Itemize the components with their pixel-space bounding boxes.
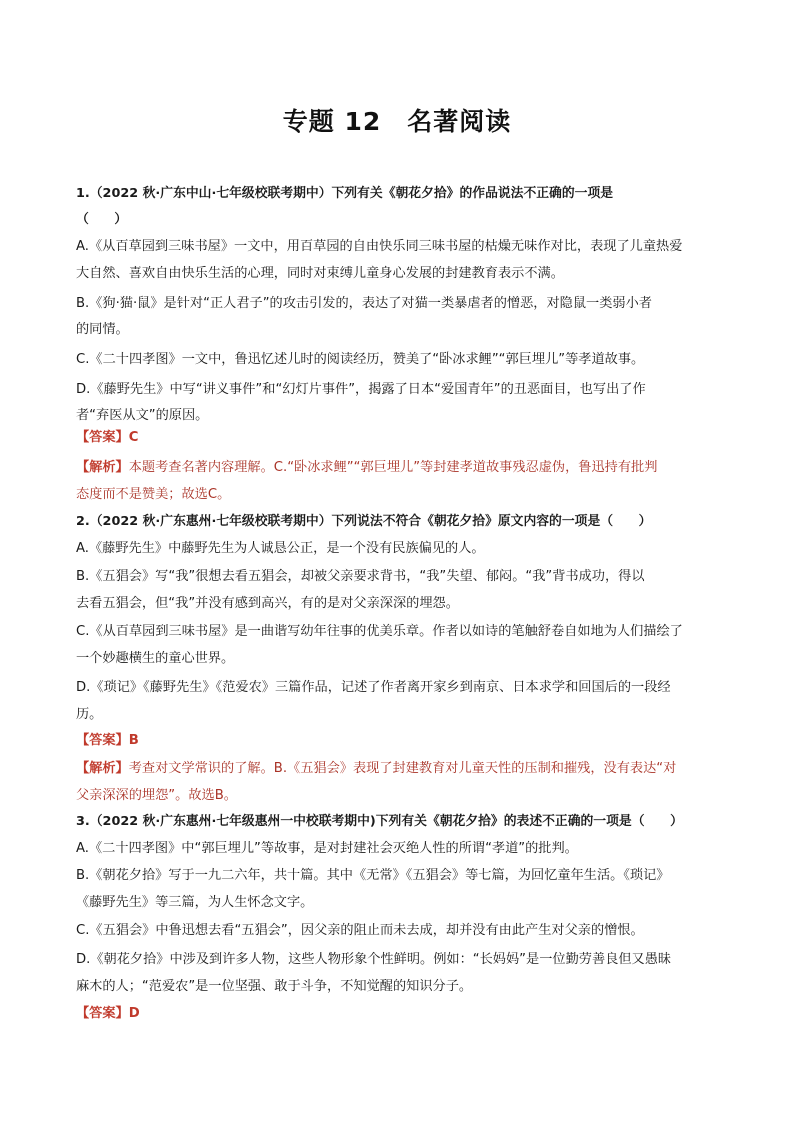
question-1-option-b-line-2: 的同情。 [76, 322, 129, 337]
question-1-option-b-line-1: B.《狗·猫·鼠》是针对“正人君子”的攻击引发的，表达了对猫一类暴虐者的憎恶，对隐鼠一类弱小者 [76, 296, 652, 311]
question-2-option-c-line-2: 一个妙趣横生的童心世界。 [76, 651, 235, 666]
question-2-option-a-line-1: A.《藤野先生》中藤野先生为人诚恳公正，是一个没有民族偏见的人。 [76, 541, 485, 556]
question-1-option-a-line-1: A.《从百草园到三味书屋》一文中，用百草园的自由快乐同三味书屋的枯燥无味作对比，表现了儿童热爱 [76, 239, 683, 254]
question-1-analysis-line-2: 态度而不是赞美；故选C。 [76, 487, 231, 502]
question-3-option-d-line-1: D.《朝花夕拾》中涉及到许多人物，这些人物形象个性鲜明。例如：“长妈妈”是一位勤劳善良但又愚昧 [76, 952, 672, 967]
question-2-stem-line-1: 2.（2022 秋·广东惠州·七年级校联考期中）下列说法不符合《朝花夕拾》原文内容的一项是（ ） [76, 514, 652, 529]
question-1-analysis-line-1 [76, 459, 726, 477]
answer-label: 【答案】 [76, 430, 129, 445]
question-3-stem-line-1: 3.（2022 秋·广东惠州·七年级惠州一中校联考期中)下列有关《朝花夕拾》的表述不正确的一项是（ ） [76, 814, 683, 829]
question-2-analysis-line-2: 父亲深深的埋怨”。故选B。 [76, 788, 237, 803]
question-1-answer [76, 429, 726, 447]
question-1-option-c-line-1: C.《二十四孝图》一文中，鲁迅忆述儿时的阅读经历，赞美了“卧冰求鲤”“郭巨埋儿”等孝道故事。 [76, 352, 645, 367]
question-2-analysis-line-1 [76, 760, 726, 778]
question-2-option-d-line-2: 历。 [76, 707, 103, 722]
page-title: 专题 12 名著阅读 [282, 107, 512, 136]
question-2-option-b-line-2: 去看五猖会，但“我”并没有感到高兴，有的是对父亲深深的埋怨。 [76, 596, 459, 611]
question-1-option-a-line-2: 大自然、喜欢自由快乐生活的心理，同时对束缚儿童身心发展的封建教育表示不满。 [76, 266, 564, 281]
answer-label: 【答案】 [76, 733, 129, 748]
question-2-option-b-line-1: B.《五猖会》写“我”很想去看五猖会，却被父亲要求背书，“我”失望、郁闷。“我”背书成功，得以 [76, 569, 645, 584]
question-3-option-d-line-2: 麻木的人；“范爱农”是一位坚强、敢于斗争，不知觉醒的知识分子。 [76, 979, 473, 994]
question-1-stem-line-1: 1.（2022 秋·广东中山·七年级校联考期中）下列有关《朝花夕拾》的作品说法不正确的一项是 [76, 186, 614, 201]
question-1-stem-line-2: （ ） [76, 212, 128, 227]
question-2-option-c-line-1: C.《从百草园到三味书屋》是一曲谐写幼年往事的优美乐章。作者以如诗的笔触舒卷自如地为人们描绘了 [76, 624, 683, 639]
question-3-option-b-line-2: 《藤野先生》等三篇，为人生怀念文字。 [76, 895, 314, 910]
question-1-option-d-line-2: 者“弃医从文”的原因。 [76, 408, 209, 423]
question-1-option-d-line-1: D.《藤野先生》中写“讲义事件”和“幻灯片事件”，揭露了日本“爱国青年”的丑恶面目，也写出了作 [76, 382, 646, 397]
answer-value: C [128, 430, 139, 445]
question-3-option-b-line-1: B.《朝花夕拾》写于一九二六年，共十篇。其中《无常》《五猖会》等七篇，为回忆童年生活。《琐记》 [76, 868, 670, 883]
analysis-label: 【解析】 [76, 761, 129, 776]
answer-label: 【答案】 [76, 1006, 129, 1021]
question-2-option-d-line-1: D.《琐记》《藤野先生》《范爱农》三篇作品，记述了作者离开家乡到南京、日本求学和回国后的一段经 [76, 680, 671, 695]
question-3-answer [76, 1005, 726, 1023]
answer-value: D [128, 1006, 140, 1021]
answer-value: B [128, 733, 139, 748]
question-3-option-c-line-1: C.《五猖会》中鲁迅想去看“五猖会”，因父亲的阻止而未去成，却并没有由此产生对父亲的憎恨。 [76, 923, 644, 938]
question-2-answer [76, 732, 726, 750]
question-3-option-a-line-1: A.《二十四孝图》中“郭巨埋儿”等故事，是对封建社会灭绝人性的所谓“孝道”的批判。 [76, 841, 578, 856]
analysis-label: 【解析】 [76, 460, 129, 475]
analysis-text: 考查对文学常识的了解。B.《五猖会》表现了封建教育对儿童天性的压制和摧残，没有表达“对 [128, 761, 677, 776]
analysis-text: 本题考查名著内容理解。C.“卧冰求鲤”“郭巨埋儿”等封建孝道故事残忍虚伪，鲁迅持有批判 [128, 460, 658, 475]
